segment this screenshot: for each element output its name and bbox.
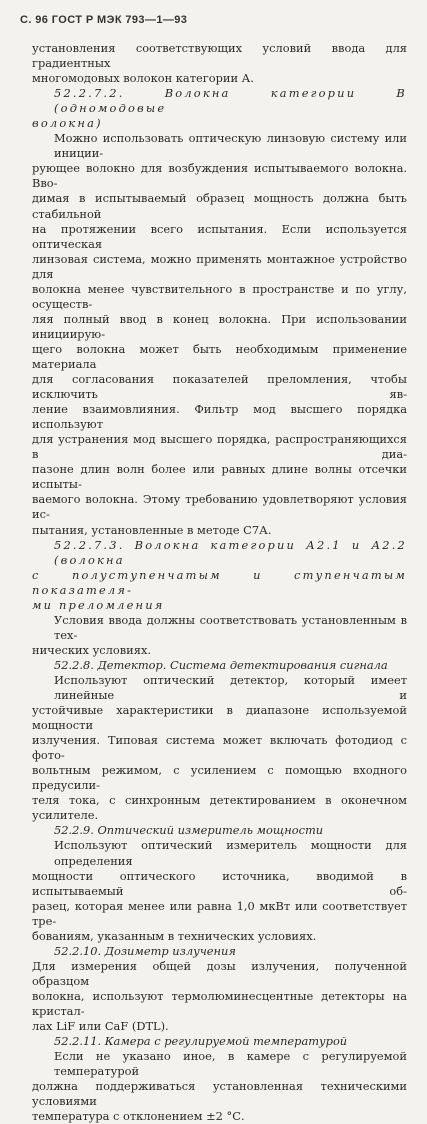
text-line: бованиям, указанным в технических условиях. — [32, 928, 317, 943]
text-line: температура с отклонением ±2 °С. — [32, 1109, 245, 1124]
text-line: щего волокна может быть необходимым применение материала — [32, 341, 407, 371]
text-line: нических условиях. — [32, 642, 152, 657]
text-line: Можно использовать оптическую линзовую систему или иниции- — [54, 131, 407, 161]
text-line: ваемого волокна. Этому требованию удовлетворяют условия ис- — [32, 492, 407, 522]
text-line: ляя полный ввод в конец волокна. При использовании инициирую- — [32, 311, 407, 341]
text-line: волокна) — [32, 116, 103, 131]
text-line: 52.2.11. Камера с регулируемой температурой — [54, 1034, 348, 1049]
text-line: для согласования показателей преломления, чтобы исключить яв- — [32, 372, 407, 402]
text-line: волокна, используют термолюминесцентные детекторы на кристал- — [32, 988, 407, 1018]
text-line: должна поддерживаться установленная техническими условиями — [32, 1079, 407, 1109]
text-line: Если не указано иное, в камере с регулируемой температурой — [54, 1049, 407, 1079]
text-line: устойчивые характеристики в диапазоне используемой мощности — [32, 703, 407, 733]
text-line: димая в испытываемый образец мощность должна быть стабильной — [32, 191, 407, 221]
text-line: 52.2.9. Оптический измеритель мощности — [54, 823, 324, 838]
text-line: 52.2.7.3. Волокна категории А2.1 и А2.2 (волокна — [54, 537, 407, 567]
text-line: с полуступенчатым и ступенчатым показателя- — [32, 567, 407, 597]
text-line: рующее волокно для возбуждения испытываемого волокна. Вво- — [32, 161, 407, 191]
text-line: излучения. Типовая система может включать фотодиод с фото- — [32, 733, 407, 763]
page-header: С. 96 ГОСТ Р МЭК 793—1—93 — [20, 14, 188, 26]
text-line: лах LiF или CaF (DTL). — [32, 1019, 169, 1034]
text-line: для устранения мод высшего порядка, распространяющихся в диа- — [32, 432, 407, 462]
text-line: волокна менее чувствительного в пространстве и по углу, осуществ- — [32, 281, 407, 311]
text-line: на протяжении всего испытания. Если используется оптическая — [32, 221, 407, 251]
body-text — [32, 41, 407, 1124]
text-line: 52.2.10. Дозиметр излучения — [54, 943, 236, 958]
text-line: ление взаимовлияния. Фильтр мод высшего порядка используют — [32, 402, 407, 432]
text-line: линзовая система, можно применять монтажное устройство для — [32, 251, 407, 281]
text-line: теля тока, с синхронным детектированием в оконечном усилителе. — [32, 793, 407, 823]
text-line: установления соответствующих условий ввода для градиентных — [32, 41, 407, 71]
text-line: разец, которая менее или равна 1,0 мкВт или соответствует тре- — [32, 898, 407, 928]
text-line: 52.2.7.2. Волокна категории В (одномодовые — [54, 86, 407, 116]
text-line: Используют оптический детектор, который имеет линейные и — [54, 672, 407, 703]
text-line: ми преломления — [32, 597, 165, 612]
text-line: Для измерения общей дозы излучения, полученной образцом — [32, 958, 407, 988]
text-line: Условия ввода должны соответствовать установленным в тех- — [54, 612, 407, 642]
text-line: пазоне длин волн более или равных длине волны отсечки испыты- — [32, 462, 407, 492]
text-line: вольтным режимом, с усилением с помощью входного предусили- — [32, 763, 407, 793]
text-line: 52.2.8. Детектор. Система детектирования сигнала — [54, 657, 388, 672]
text-line: многомодовых волокон категории А. — [32, 71, 254, 86]
text-line: мощности оптического источника, вводимой в испытываемый об- — [32, 868, 407, 898]
text-line: пытания, установленные в методе С7А. — [32, 522, 272, 537]
text-line: Используют оптический измеритель мощности для определения — [54, 838, 407, 868]
